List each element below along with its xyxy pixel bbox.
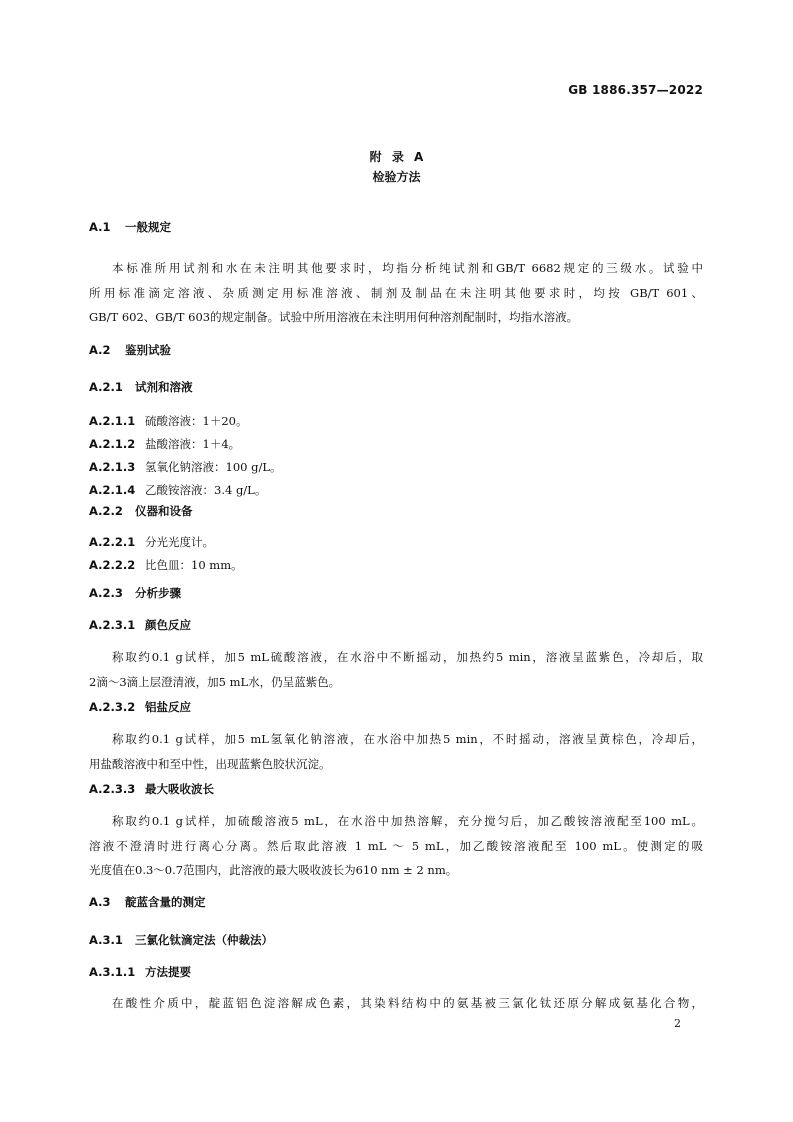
section-title: 三氯化钛滴定法（仲裁法）	[135, 933, 273, 947]
paragraph-line: 本标准所用试剂和水在未注明其他要求时，均指分析纯试剂和GB/T 6682规定的三级水。试验中	[112, 261, 703, 275]
section-heading-a1	[89, 219, 171, 235]
paragraph-line: 在酸性介质中，靛蓝铝色淀溶解成色素，其染料结构中的氨基被三氯化钛还原分解成氨基化合物，	[112, 996, 703, 1010]
item-number: A.2.1.3	[89, 460, 136, 474]
item-text: 乙酸铵溶液：3.4 g/L。	[145, 483, 267, 497]
paragraph-a231	[89, 645, 703, 694]
section-heading-a23	[89, 585, 181, 601]
section-number: A.2.3	[89, 586, 123, 600]
standard-number: GB 1886.357—2022	[568, 83, 703, 97]
section-title: 铝盐反应	[145, 700, 191, 714]
paragraph-a311	[89, 991, 703, 1016]
section-title: 一般规定	[125, 220, 171, 234]
section-heading-a21	[89, 379, 193, 395]
paragraph-line: GB/T 602、GB/T 603的规定制备。试验中所用溶液在未注明用何种溶剂配制时，均指水溶液。	[89, 310, 579, 324]
section-title: 方法提要	[145, 965, 191, 979]
section-heading-a22	[89, 503, 193, 519]
section-title: 最大吸收波长	[145, 782, 214, 796]
section-heading-a233	[89, 781, 214, 797]
section-title: 分析步骤	[135, 586, 181, 600]
section-title: 仪器和设备	[135, 504, 193, 518]
section-heading-a3	[89, 894, 206, 910]
section-heading-a231	[89, 617, 191, 633]
section-number: A.3.1	[89, 933, 123, 947]
section-title: 靛蓝含量的测定	[125, 895, 206, 909]
paragraph-line: 溶液不澄清时进行离心分离。然后取此溶液 1 mL ～ 5 mL，加乙酸铵溶液配至 100 mL。使测定的吸	[89, 838, 703, 853]
paragraph-a1	[89, 256, 703, 330]
paragraph-line: 用盐酸溶液中和至中性，出现蓝紫色胶状沉淀。	[89, 756, 331, 771]
section-title: 试剂和溶液	[135, 380, 193, 394]
list-item	[89, 534, 214, 550]
item-text: 分光光度计。	[145, 535, 214, 549]
paragraph-line: 光度值在0.3～0.7范围内，此溶液的最大吸收波长为610 nm ± 2 nm。	[89, 863, 458, 877]
list-item	[89, 413, 247, 429]
item-number: A.2.1.2	[89, 437, 136, 451]
section-number: A.2.3.2	[89, 700, 136, 714]
item-number: A.2.1.4	[89, 483, 136, 497]
section-number: A.2	[89, 343, 111, 357]
section-heading-a2	[89, 342, 171, 358]
section-number: A.2.1	[89, 380, 123, 394]
annex-label: 附 录 A	[369, 150, 424, 164]
page-number: 2	[674, 1017, 681, 1030]
section-title: 颜色反应	[145, 618, 191, 632]
section-heading-a311	[89, 964, 191, 980]
section-number: A.3	[89, 895, 111, 909]
list-item	[89, 557, 243, 573]
item-number: A.2.2.1	[89, 535, 136, 549]
section-number: A.1	[89, 220, 111, 234]
item-text: 氢氧化钠溶液：100 g/L。	[145, 460, 282, 474]
section-number: A.2.2	[89, 504, 123, 518]
paragraph-line: 2滴～3滴上层澄清液，加5 mL水，仍呈蓝紫色。	[89, 674, 341, 689]
paragraph-a232	[89, 727, 703, 776]
section-heading-a232	[89, 699, 191, 715]
item-text: 比色皿：10 mm。	[145, 558, 243, 572]
item-number: A.2.2.2	[89, 558, 136, 572]
item-text: 硫酸溶液：1＋20。	[145, 414, 248, 428]
paragraph-a233	[89, 809, 703, 883]
list-item	[89, 482, 266, 498]
section-title: 鉴别试验	[125, 343, 171, 357]
list-item	[89, 436, 240, 452]
item-number: A.2.1.1	[89, 414, 136, 428]
section-number: A.2.3.1	[89, 618, 136, 632]
annex-title: 检验方法	[372, 170, 421, 184]
paragraph-line: 称取约0.1 g试样，加5 mL氢氧化钠溶液，在水浴中加热5 min，不时摇动，溶液呈黄棕色，冷却后，	[112, 732, 703, 746]
section-number: A.3.1.1	[89, 965, 136, 979]
paragraph-line: 所用标准滴定溶液、杂质测定用标准溶液、制剂及制品在未注明其他要求时，均按 GB/T 601、	[89, 285, 703, 300]
paragraph-line: 称取约0.1 g试样，加5 mL硫酸溶液，在水浴中不断摇动，加热约5 min，溶液呈蓝紫色，冷却后，取	[112, 650, 703, 664]
list-item	[89, 459, 281, 475]
section-number: A.2.3.3	[89, 782, 136, 796]
item-text: 盐酸溶液：1＋4。	[145, 437, 241, 451]
section-heading-a31	[89, 932, 273, 948]
paragraph-line: 称取约0.1 g试样，加硫酸溶液5 mL，在水浴中加热溶解，充分搅匀后，加乙酸铵溶液配至100 mL。	[112, 814, 703, 828]
